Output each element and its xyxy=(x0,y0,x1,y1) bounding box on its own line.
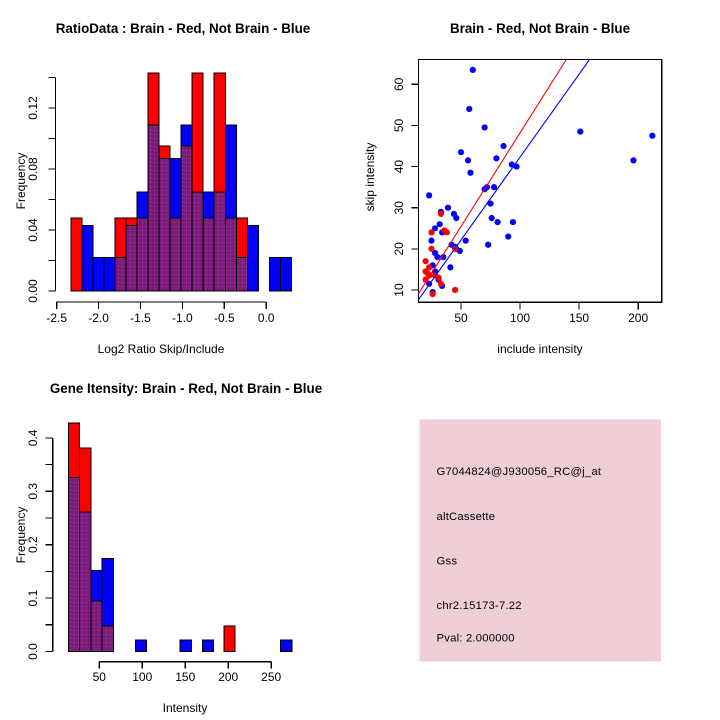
scatter-point-blue xyxy=(577,129,583,135)
histogram-bar xyxy=(126,218,137,226)
gene-info-panel xyxy=(419,419,661,661)
histogram-bar-overlap xyxy=(137,218,148,291)
histogram-bar xyxy=(148,73,159,125)
scatter-point-red xyxy=(452,287,458,293)
y-tick-label: 30 xyxy=(392,201,406,215)
ratio-histogram-ylabel: Frequency xyxy=(14,152,28,210)
y-tick-label: 0.1 xyxy=(26,589,40,607)
regression-line-red xyxy=(418,60,566,294)
x-tick-label: 100 xyxy=(132,670,153,684)
x-tick-label: -2.5 xyxy=(46,311,68,325)
histogram-bar xyxy=(214,73,225,192)
histogram-bar xyxy=(68,423,79,477)
y-tick-label: 0.08 xyxy=(26,157,40,181)
scatter-point-blue xyxy=(467,170,473,176)
ratio-histogram-xlabel: Log2 Ratio Skip/Include xyxy=(97,342,225,356)
x-tick-label: 150 xyxy=(175,670,196,684)
gene-histogram-ylabel: Frequency xyxy=(14,506,28,564)
histogram-bar xyxy=(82,225,93,291)
histogram-bar xyxy=(236,218,247,258)
histogram-bar xyxy=(104,257,115,291)
histogram-bar-overlap xyxy=(170,218,181,291)
histogram-bar xyxy=(269,257,280,291)
scatter-point-red xyxy=(438,281,444,287)
x-tick-label: 100 xyxy=(510,311,531,325)
scatter-point-blue xyxy=(649,133,655,139)
plot-box xyxy=(418,60,661,303)
gene-histogram-plot-area xyxy=(26,423,292,684)
histogram-bar-overlap xyxy=(192,192,203,291)
histogram-bar xyxy=(170,158,181,217)
histogram-bar-overlap xyxy=(126,225,137,291)
y-tick-label: 0.2 xyxy=(26,536,40,554)
scatter-point-blue xyxy=(426,192,432,198)
scatter-point-blue xyxy=(434,254,440,260)
ratio-histogram-title: RatioData : Brain - Red, Not Brain - Blue xyxy=(55,21,311,36)
x-tick-label: 50 xyxy=(92,670,106,684)
histogram-bar-overlap xyxy=(68,477,79,651)
scatter-point-blue xyxy=(453,215,459,221)
x-tick-label: 250 xyxy=(261,670,282,684)
y-tick-label: 0.04 xyxy=(26,218,40,242)
histogram-bar xyxy=(181,125,192,146)
scatter-point-blue xyxy=(493,155,499,161)
scatter-point-blue xyxy=(437,221,443,227)
histogram-bar xyxy=(159,146,170,158)
gene-intensity-histogram-panel xyxy=(14,381,322,715)
gene-histogram-xlabel: Intensity xyxy=(162,701,208,715)
y-tick-label: 60 xyxy=(392,77,406,91)
histogram-bar xyxy=(80,448,91,512)
x-tick-label: 0.0 xyxy=(257,311,275,325)
scatter-point-red xyxy=(438,211,444,217)
scatter-ylabel: skip intensity xyxy=(363,142,377,212)
y-tick-label: 0.3 xyxy=(26,482,40,500)
histogram-bar xyxy=(225,125,236,218)
gene-info-background xyxy=(419,419,661,661)
histogram-bar xyxy=(115,218,126,258)
scatter-point-blue xyxy=(465,157,471,163)
histogram-bar xyxy=(71,218,82,291)
histogram-bar xyxy=(180,640,191,652)
scatter-point-blue xyxy=(463,238,469,244)
scatter-point-blue xyxy=(466,106,472,112)
scatter-point-red xyxy=(428,246,434,252)
ratio-histogram-panel xyxy=(14,21,310,356)
histogram-bar xyxy=(203,192,214,218)
scatter-point-red xyxy=(422,258,428,264)
histogram-bar-overlap xyxy=(214,192,225,291)
gene-info-pval: Pval: 2.000000 xyxy=(436,632,515,645)
scatter-point-blue xyxy=(489,215,495,221)
histogram-bar-overlap xyxy=(159,158,170,291)
gene-info-gene-symbol: Gss xyxy=(436,555,458,568)
scatter-point-blue xyxy=(447,264,453,270)
histogram-bar-overlap xyxy=(102,626,113,652)
histogram-bar-overlap xyxy=(181,146,192,291)
histogram-bar-overlap xyxy=(80,512,91,651)
histogram-bar xyxy=(135,640,146,652)
scatter-xlabel: include intensity xyxy=(497,342,583,356)
gene-info-location: chr2.15173-7.22 xyxy=(436,600,522,612)
x-tick-label: 200 xyxy=(628,311,649,325)
y-tick-label: 50 xyxy=(392,118,406,133)
x-tick-label: -1.5 xyxy=(130,311,151,325)
scatter-title: Brain - Red, Not Brain - Blue xyxy=(449,21,631,36)
histogram-bar xyxy=(202,640,213,652)
scatter-point-blue xyxy=(505,233,511,239)
histogram-bar-overlap xyxy=(115,257,126,291)
y-tick-label: 0.12 xyxy=(26,96,40,120)
histogram-bar xyxy=(102,559,113,626)
histogram-bar xyxy=(192,73,203,192)
gene-info-probe-id: G7044824@J930056_RC@j_at xyxy=(436,466,602,478)
histogram-bar-overlap xyxy=(236,257,247,291)
x-tick-label: 50 xyxy=(454,311,468,325)
y-tick-label: 0.0 xyxy=(26,643,40,660)
histogram-bar xyxy=(281,640,292,652)
x-tick-label: 200 xyxy=(218,670,239,684)
histogram-bar-overlap xyxy=(91,601,102,652)
histogram-bar-overlap xyxy=(148,125,159,291)
scatter-point-red xyxy=(444,229,450,235)
scatter-point-blue xyxy=(510,219,516,225)
y-tick-label: 0.4 xyxy=(26,429,40,447)
y-tick-label: 20 xyxy=(392,242,406,256)
x-tick-label: 150 xyxy=(569,311,590,325)
gene-histogram-title: Gene Itensity: Brain - Red, Not Brain - Blue xyxy=(49,381,323,396)
scatter-point-red xyxy=(430,291,436,297)
scatter-point-red xyxy=(428,229,434,235)
histogram-bar xyxy=(247,225,258,291)
x-tick-label: -1.0 xyxy=(172,311,193,325)
intensity-scatter-panel xyxy=(363,21,662,356)
histogram-bar-overlap xyxy=(203,218,214,291)
regression-line-blue xyxy=(418,60,589,300)
scatter-point-blue xyxy=(491,184,497,190)
histogram-bar xyxy=(137,192,148,218)
y-tick-label: 0.00 xyxy=(26,279,40,303)
y-tick-label: 10 xyxy=(392,283,406,297)
scatter-point-blue xyxy=(445,205,451,211)
scatter-plot-area xyxy=(392,60,662,325)
scatter-point-blue xyxy=(458,149,464,155)
histogram-bar-overlap xyxy=(225,218,236,291)
gene-info-splice-type: altCassette xyxy=(436,511,496,523)
scatter-point-blue xyxy=(470,67,476,73)
histogram-bar xyxy=(91,570,102,600)
x-tick-label: -0.5 xyxy=(213,311,235,325)
scatter-point-blue xyxy=(485,242,491,248)
x-tick-label: -2.0 xyxy=(88,311,109,325)
scatter-point-blue xyxy=(630,157,636,163)
ratio-histogram-plot-area xyxy=(26,73,291,325)
scatter-point-blue xyxy=(495,219,501,225)
histogram-bar xyxy=(93,257,104,291)
scatter-point-blue xyxy=(428,238,434,244)
y-tick-label: 40 xyxy=(392,159,406,174)
scatter-point-blue xyxy=(482,124,488,130)
histogram-bar xyxy=(280,257,291,291)
scatter-point-blue xyxy=(500,143,506,149)
histogram-bar xyxy=(224,626,235,652)
